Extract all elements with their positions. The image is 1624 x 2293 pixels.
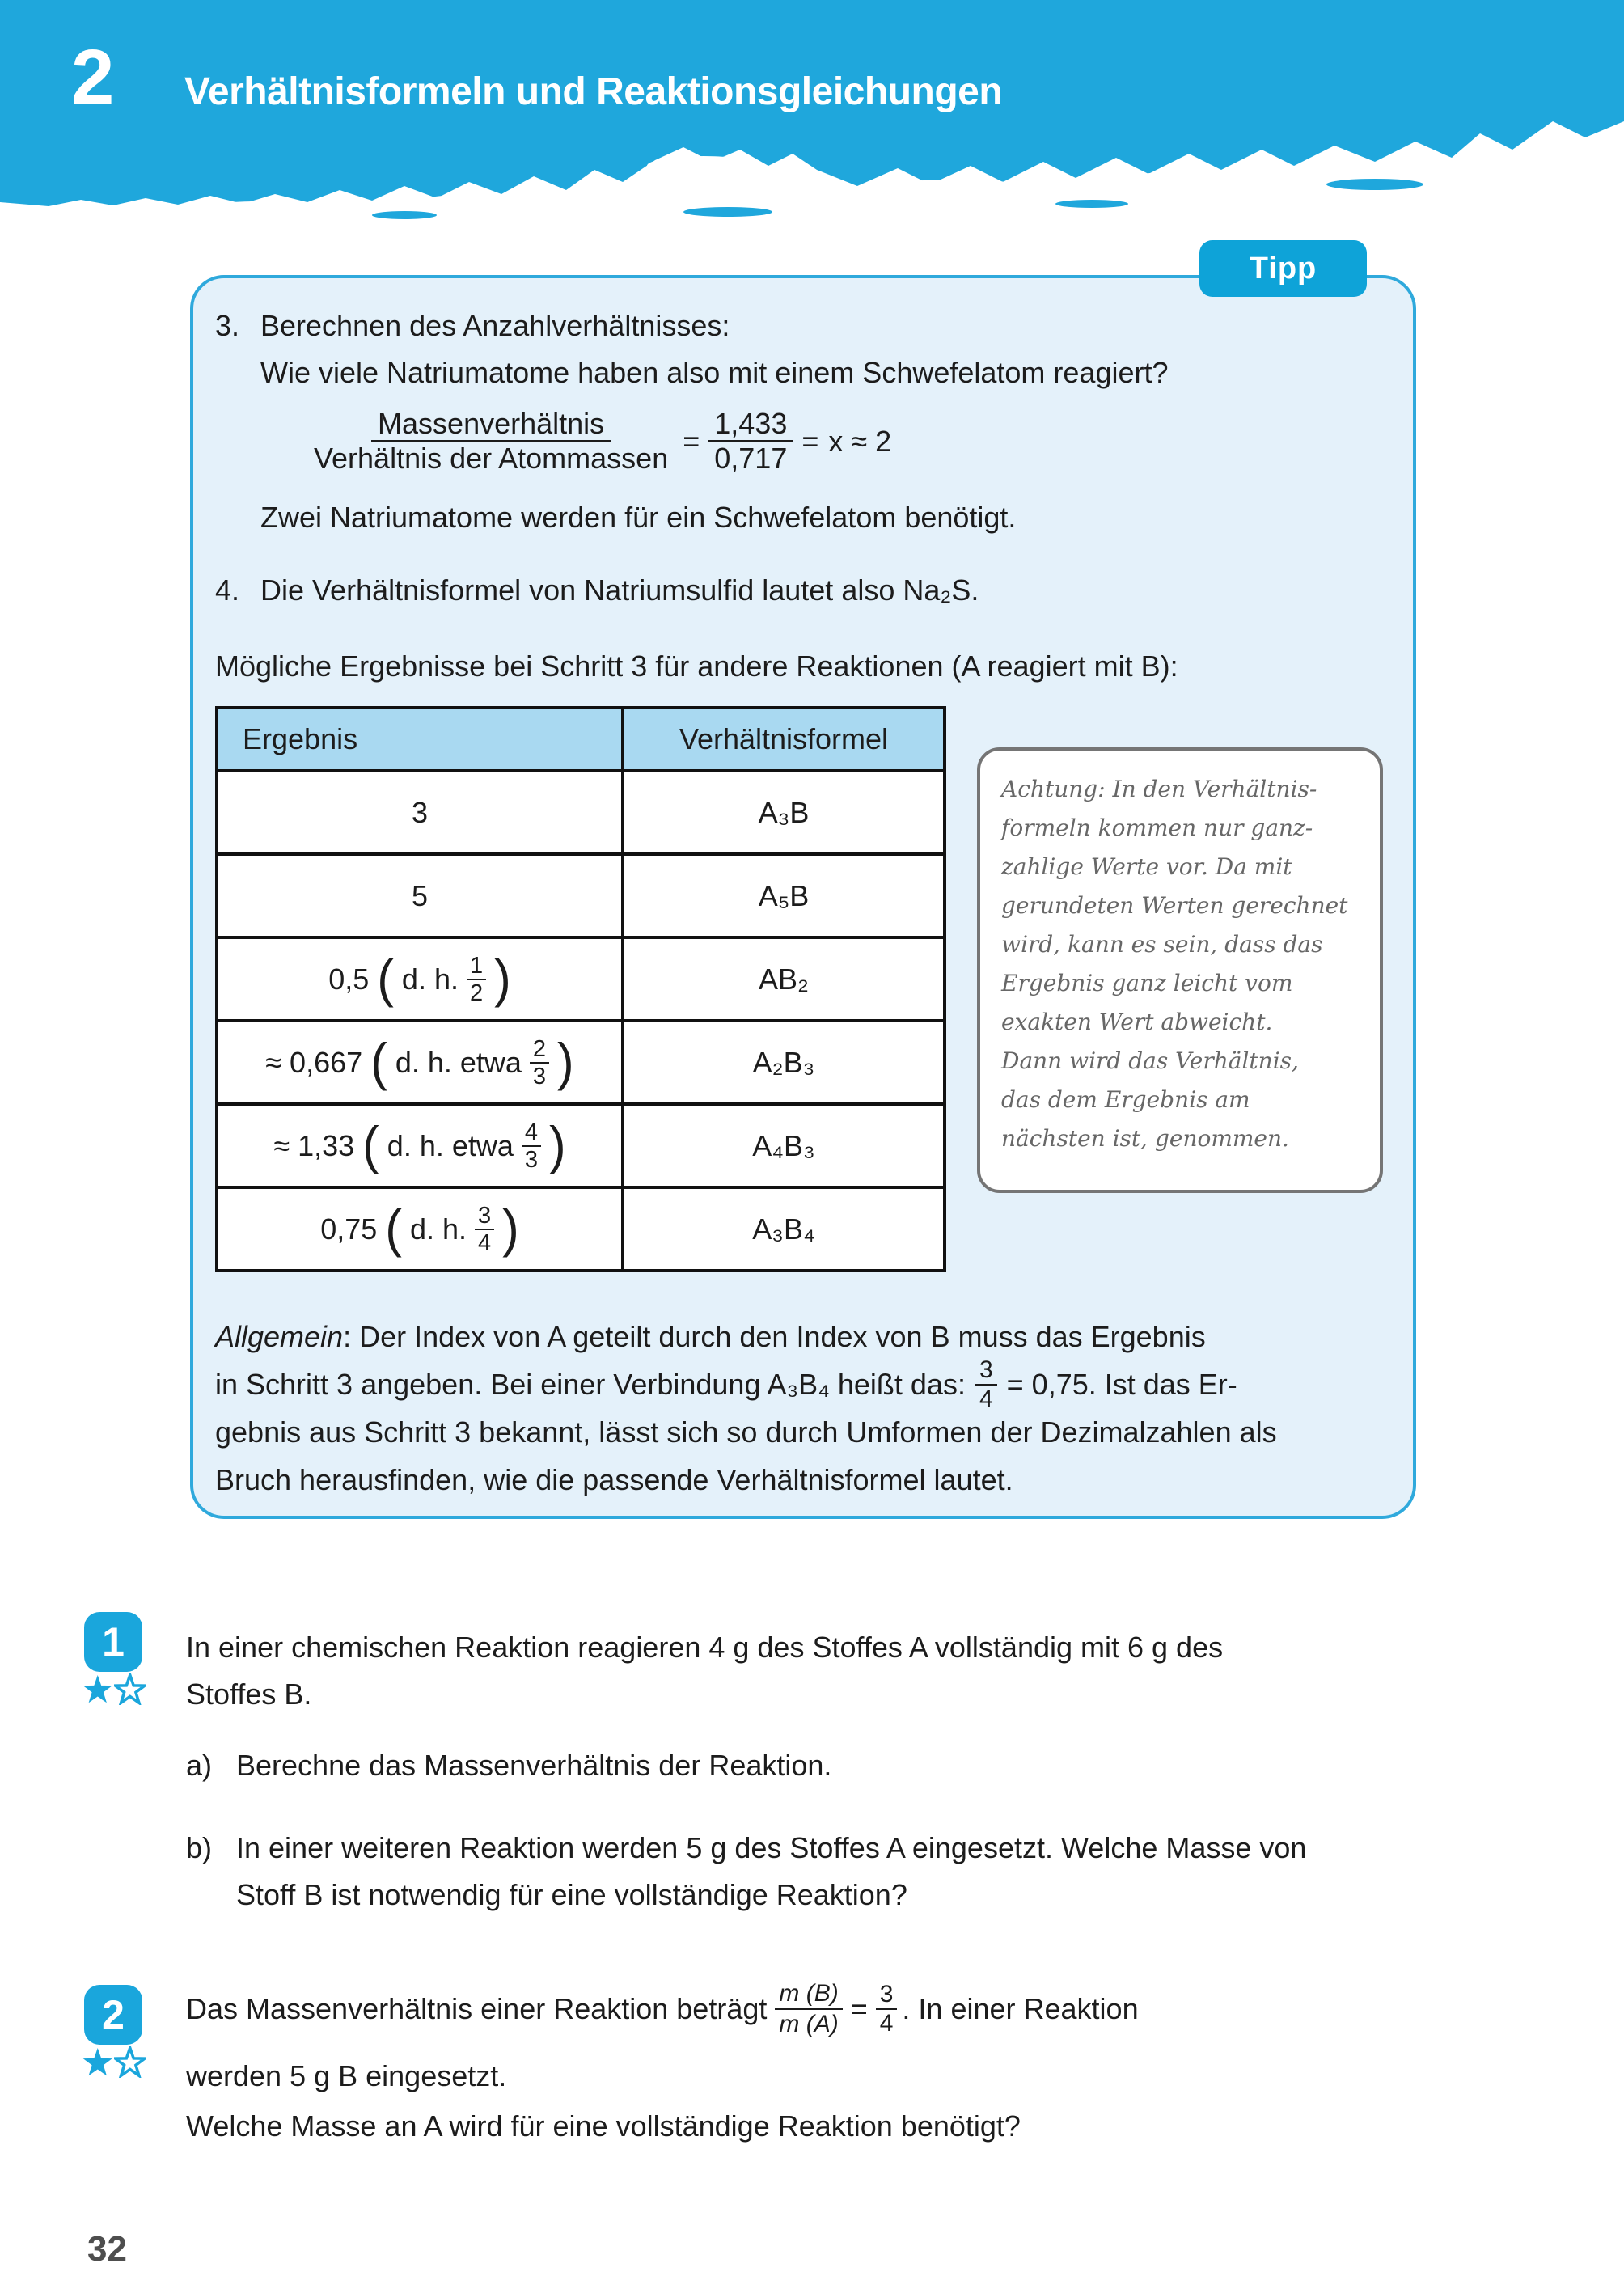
star-filled-icon [82,1673,114,1705]
step-3-line2: Wie viele Natriumatome haben also mit einem Schwefelatom reagiert? [260,356,1169,389]
table-row [217,854,945,937]
exercise-2-marker [84,1985,146,2078]
table-intro: Mögliche Ergebnisse bei Schritt 3 für andere Reaktionen (A reagiert mit B): [215,649,1178,683]
cell-formel: A₄B₃ [623,1104,945,1187]
table-row [217,937,945,1021]
step-3-line1: Berechnen des Anzahlverhältnisses: [260,309,730,342]
cell-formel: A₂B₃ [623,1021,945,1104]
fraction: $\frac{2}{3}$ [530,1036,549,1089]
handwritten-note [977,747,1383,1193]
ergebnis-value: 0,75 [320,1212,378,1246]
numeric-fraction [708,408,793,475]
allgemein-line2 [215,1356,1390,1412]
note-line: Ergebnis ganz leicht vom [1001,970,1293,996]
cell-ergebnis: 3 [217,771,623,854]
cell-ergebnis [217,937,623,1021]
exercise-2-line2: werden 5 g B eingesetzt. [186,2059,507,2092]
ergebnis-value: ≈ 0,667 [265,1045,363,1079]
table-row [217,1021,945,1104]
equals-sign: = [850,1992,868,2025]
step-4-number: 4. [215,573,240,607]
cell-ergebnis [217,1187,623,1271]
exercise-1-marker [84,1612,146,1705]
header-ergebnis: Ergebnis [217,708,623,771]
note-line: formeln kommen nur ganz- [1001,814,1313,841]
exercise-1-text [186,1624,1529,1919]
formula-denominator: Verhältnis der Atommassen [314,442,669,475]
numeric-numerator: 1,433 [708,408,793,442]
cell-formel: A₅B [623,854,945,937]
exercise-2-line3: Welche Masse an A wird für eine vollständige Reaktion benötigt? [186,2109,1021,2143]
note-line: nächsten ist, genommen. [1001,1125,1289,1152]
cell-ergebnis: 5 [217,854,623,937]
star-outline-icon [114,1673,146,1705]
cell-ergebnis [217,1021,623,1104]
part-a-text: Berechne das Massenverhältnis der Reaktion. [236,1749,832,1782]
tipp-tab [1199,240,1367,297]
ergebnis-value: 0,5 [328,962,370,996]
exercise-2-text [186,1965,1529,2150]
allgemein-label: Allgemein [215,1319,344,1353]
exercise-2-badge [84,1985,142,2045]
tipp-tab-label: Tipp [1249,251,1317,286]
allgemein-line1 [215,1313,1390,1360]
star-filled-icon [82,2046,114,2078]
allgemein-line2-pre: in Schritt 3 angeben. Bei einer Verbindung A₃B₄ heißt das: [215,1367,966,1401]
exercise-1-part-b [186,1825,1529,1919]
table-header-row [217,708,945,771]
fraction: $\frac{3}{4}$ [475,1203,494,1256]
mass-fraction: $\frac{m (B)}{m (A)}$ [775,1979,842,2039]
exercise-1-badge [84,1612,142,1672]
header-brush-band [0,0,1624,243]
part-b-label: b) [186,1831,213,1864]
cell-ergebnis [217,1104,623,1187]
dh-label: d. h. etwa [387,1128,514,1162]
exercise-2-line1 [186,1965,1529,2053]
brush-stroke-graphic [0,0,1624,243]
exercise-2-intro-post: . In einer Reaktion [902,1992,1139,2025]
part-a-label: a) [186,1749,213,1782]
numeric-denominator: 0,717 [714,442,788,475]
exercise-1-difficulty-stars [82,1673,146,1705]
step-3-conclusion: Zwei Natriumatome werden für ein Schwefelatom benötigt. [260,501,1017,534]
mass-ratio-formula [307,408,1169,475]
note-line: Dann wird das Verhältnis, [1001,1047,1299,1074]
part-b-line1: In einer weiteren Reaktion werden 5 g des Stoffes A eingesetzt. Welche Masse von [236,1831,1307,1864]
step-3-number: 3. [215,309,240,342]
part-b-line2: Stoff B ist notwendig für eine vollständige Reaktion? [236,1878,907,1911]
exercise-1-line2: Stoffes B. [186,1677,312,1711]
dh-label: d. h. [409,1212,467,1246]
step-3-body [260,302,1169,541]
mass-ratio-fraction [307,408,675,475]
table-row [217,1187,945,1271]
cell-formel: A₃B₄ [623,1187,945,1271]
chapter-title: Verhältnisformeln und Reaktionsgleichungen [184,70,1003,113]
exercise-1-number: 1 [102,1619,125,1665]
formula-result: x ≈ 2 [828,424,892,458]
note-line: Achtung: In den Verhältnis- [1001,776,1317,802]
equals-sign: = [801,424,819,458]
allgemein-line4: Bruch herausfinden, wie die passende Verhältnisformel lautet. [215,1462,1013,1496]
table-row [217,1104,945,1187]
allgemein-line1-text: : Der Index von A geteilt durch den Index von B muss das Ergebnis [343,1319,1206,1353]
step-4-text: Die Verhältnisformel von Natriumsulfid lautet also Na₂S. [260,573,979,607]
note-line: zahlige Werte vor. Da mit [1001,853,1292,880]
dh-label: d. h. etwa [395,1045,522,1079]
note-line: das dem Ergebnis am [1001,1086,1250,1113]
note-line: gerundeten Werten gerechnet [1001,892,1348,919]
allgemein-line3: gebnis aus Schritt 3 bekannt, lässt sich so durch Umformen der Dezimalzahlen als [215,1415,1277,1449]
three-quarters-fraction: $\frac{3}{4}$ [876,1981,898,2037]
table-row [217,771,945,854]
equals-sign: = [683,424,700,458]
dh-label: d. h. [401,962,459,996]
note-line: wird, kann es sein, dass das [1001,931,1323,958]
exercise-2-intro: Das Massenverhältnis einer Reaktion beträgt [186,1992,768,2025]
formula-numerator: Massenverhältnis [371,408,611,442]
exercise-2-difficulty-stars [82,2046,146,2078]
note-line: exakten Wert abweicht. [1001,1009,1273,1035]
cell-formel: AB₂ [623,937,945,1021]
fraction: $\frac{1}{2}$ [467,953,486,1006]
allgemein-paragraph [215,1313,1390,1504]
tip-step-3 [215,302,1390,541]
fraction: $\frac{4}{3}$ [522,1119,541,1173]
results-table [215,706,946,1272]
part-b-text [236,1825,1306,1919]
star-outline-icon [114,2046,146,2078]
ergebnis-value: ≈ 1,33 [273,1128,355,1162]
exercise-2-number: 2 [102,1992,125,2037]
exercise-1-part-a [186,1742,1529,1789]
tip-step-4 [215,567,1390,614]
page-number: 32 [87,2229,127,2269]
header-verhaeltnisformel: Verhältnisformel [623,708,945,771]
cell-formel: A₃B [623,771,945,854]
three-quarters-fraction: $\frac{3}{4}$ [975,1356,997,1413]
allgemein-line2-post: = 0,75. Ist das Er- [1006,1367,1237,1401]
exercise-1-line1: In einer chemischen Reaktion reagieren 4 g des Stoffes A vollständig mit 6 g des [186,1631,1224,1664]
chapter-number: 2 [71,34,115,121]
